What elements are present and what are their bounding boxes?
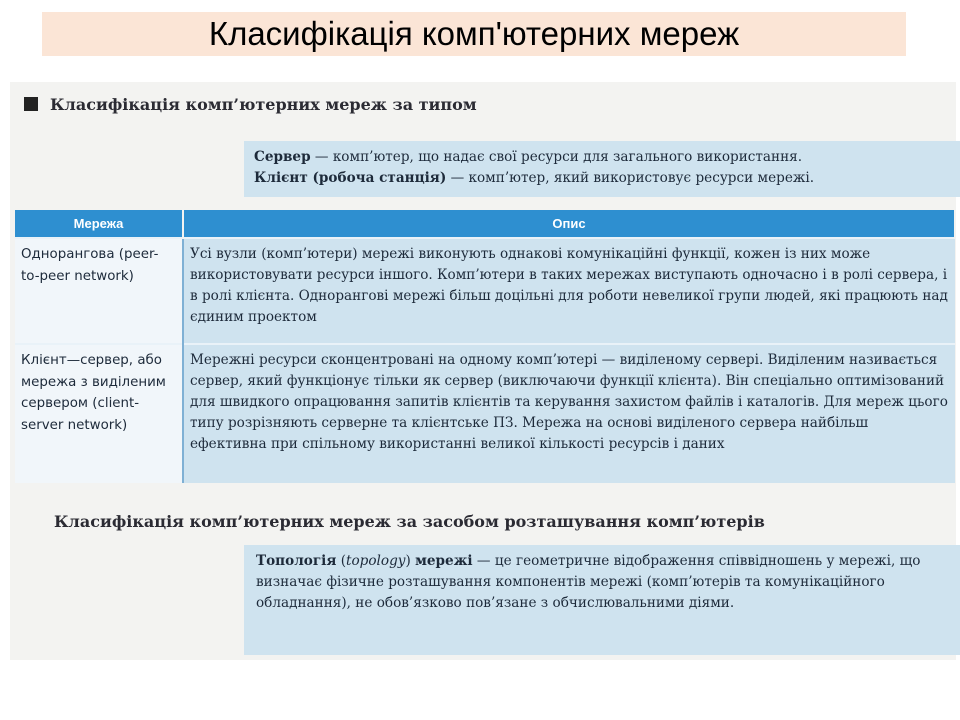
- column-header-network: Мережа: [15, 210, 183, 238]
- slide-title: Класифікація комп'ютерних мереж: [42, 12, 906, 56]
- server-text: — комп’ютер, що надає свої ресурси для загального використання.: [310, 149, 803, 165]
- topology-definition-box: Топологія (topology) мережі — це геометричне відображення співвідношень у мережі, що визначає фізичне розташування компонентів мережі (комп’ютерів та комунікаційного обладнання), не обов’язково пов’язане з обчислювальними діями.: [244, 545, 960, 655]
- topology-text: — це геометричне відображення співвідношень у мережі, що визначає фізичне розташування компонентів мережі (комп’ютерів та комунікаційного обладнання), не обов’язково пов’язане з обчислювальними діями.: [256, 553, 921, 611]
- topology-term: Топологія: [256, 553, 337, 569]
- definitions-box: [244, 141, 960, 197]
- network-types-table: [15, 210, 956, 483]
- column-header-description: Опис: [183, 210, 955, 238]
- server-definition: [254, 147, 952, 168]
- server-term: Сервер: [254, 149, 311, 165]
- table-row: [15, 344, 955, 483]
- section-heading-by-type: [24, 95, 477, 114]
- textbook-scan: [10, 82, 956, 660]
- network-name-cell: Клієнт—сервер, або мережа з виділеним сервером (client-server network): [15, 344, 183, 483]
- description-cell: Усі вузли (комп’ютери) мережі виконують однакові комунікаційні функції, кожен із них може використовувати ресурси іншого. Комп’ютери в таких мережах виступають одночасно і в ролі сервера, і в ролі клієнта. Однорангові мережі більш доцільні для роботи невеликої групи людей, які працюють над єдиним проектом: [183, 238, 955, 344]
- square-bullet-icon: [24, 97, 38, 111]
- section-heading-by-location: Класифікація комп’ютерних мереж за засобом розташування комп’ютерів: [54, 512, 765, 531]
- topology-term-suffix: мережі: [415, 553, 473, 569]
- client-term: Клієнт (робоча станція): [254, 170, 447, 186]
- table-header-row: [15, 210, 955, 238]
- client-text: — комп’ютер, який використовує ресурси мережі.: [446, 170, 815, 186]
- section-heading-text: Класифікація комп’ютерних мереж за типом: [50, 95, 477, 114]
- description-cell: Мережні ресурси сконцентровані на одному комп’ютері — виділеному сервері. Виділеним називається сервер, який функціонує тільки як сервер (виключаючи функції клієнта). Він спеціально оптимізований для швидкого опрацювання запитів клієнтів та керування захистом файлів і каталогів. Для мереж цього типу розрізняють серверне та клієнтське ПЗ. Мережа на основі виділеного сервера найбільш ефективна при спільному використанні великої кількості ресурсів і даних: [183, 344, 955, 483]
- network-name-cell: Однорангова (peer-to-peer network): [15, 238, 183, 344]
- client-definition: [254, 168, 952, 189]
- table-row: [15, 238, 955, 344]
- topology-term-en: topology: [346, 553, 406, 569]
